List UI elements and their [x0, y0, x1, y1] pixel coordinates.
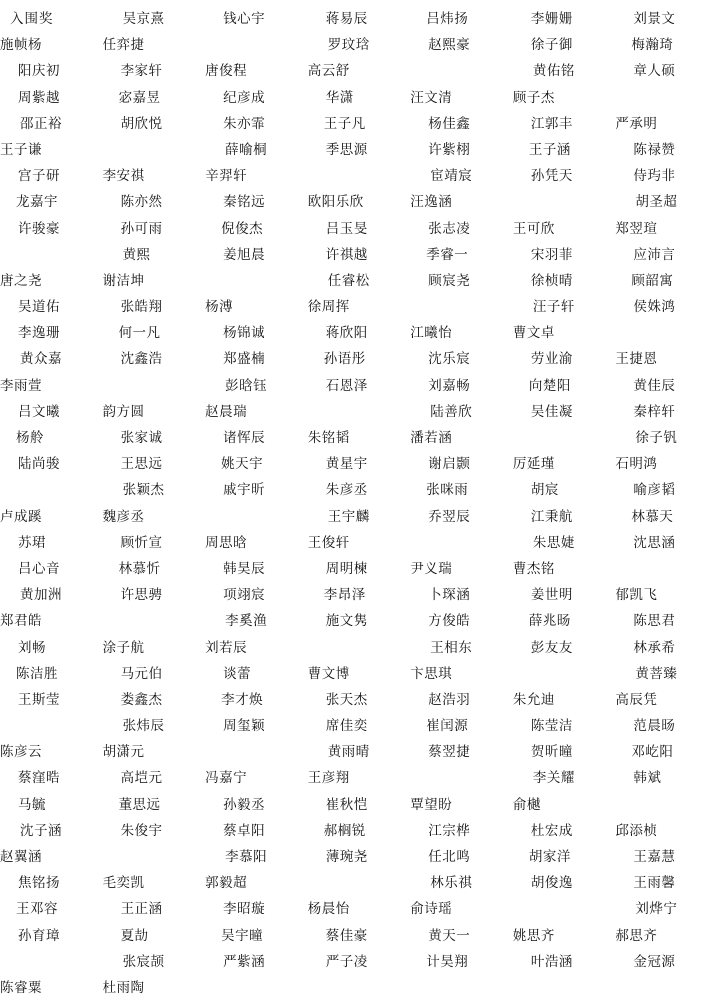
name-cell: 王思远 — [120, 456, 163, 472]
spacer-cell — [103, 844, 206, 870]
name-cell: 严子凌 — [325, 953, 368, 969]
name-cell: 石恩泽 — [325, 377, 368, 393]
name-cell: 苏珺 — [18, 534, 46, 550]
name-cell: 施帧杨 — [0, 37, 42, 53]
name-cell: 唐之尧 — [0, 272, 42, 288]
name-cell: 曹杰铭 — [512, 560, 555, 576]
name-cell: 向楚阳 — [528, 377, 571, 393]
name-cell: 吕玉旻 — [325, 220, 368, 236]
name-cell: 俞樾 — [512, 796, 541, 812]
name-cell: 蔡窪晧 — [18, 770, 60, 786]
name-cell: 邵正裕 — [20, 115, 62, 131]
spacer-cell — [308, 870, 411, 896]
name-cell: 吴京熹 — [122, 11, 165, 26]
name-cell: 尹义瑞 — [410, 560, 453, 576]
name-cell: 钱心宇 — [223, 11, 266, 26]
name-cell: 杜雨陶 — [102, 979, 145, 995]
name-cell: 罗玟琀 — [327, 37, 370, 53]
spacer-cell — [0, 713, 103, 739]
name-cell: 杨佳鑫 — [428, 115, 471, 131]
name-cell: 谈蕾 — [223, 665, 252, 681]
name-cell: 吕心音 — [18, 560, 60, 576]
name-cell: 黄天一 — [428, 927, 471, 943]
name-cell: 胡俊逸 — [530, 875, 573, 891]
spacer-cell — [615, 85, 718, 111]
name-cell: 毛奕凯 — [102, 875, 145, 891]
spacer-cell — [308, 635, 411, 661]
name-cell: 章人硕 — [633, 63, 676, 79]
name-cell: 顾宸尧 — [428, 272, 471, 288]
name-cell: 劳业渝 — [530, 351, 573, 367]
name-cell: 马毓 — [18, 796, 46, 812]
name-cell: 董思远 — [118, 796, 161, 812]
name-cell: 叶浩涵 — [530, 953, 573, 969]
name-cell: 朱亦霏 — [223, 115, 266, 131]
name-cell: 徐周挥 — [307, 299, 350, 315]
name-cell: 孙凭天 — [530, 168, 573, 184]
name-cell: 卞思琪 — [410, 665, 453, 681]
name-cell: 江曦怡 — [410, 325, 453, 341]
name-cell: 石明鸿 — [615, 456, 658, 472]
name-cell: 吴佳凝 — [530, 403, 573, 419]
name-cell: 胡宸 — [530, 482, 559, 498]
name-cell: 张颖杰 — [122, 482, 165, 498]
name-cell: 陈彦云 — [0, 744, 42, 760]
spacer-cell — [308, 399, 411, 425]
name-cell: 姜旭晨 — [223, 246, 266, 262]
name-cell: 邱添桢 — [615, 822, 658, 838]
name-cell: 魏彦丞 — [102, 508, 145, 524]
spacer-cell — [410, 294, 513, 320]
name-cell: 李昂泽 — [323, 587, 366, 603]
name-cell: 周玺颖 — [223, 718, 266, 734]
name-cell: 蒋易辰 — [325, 11, 368, 26]
name-cell: 秦梓轩 — [633, 403, 676, 419]
name-cell: 杨锦诚 — [223, 325, 266, 341]
name-cell: 龙嘉宇 — [16, 194, 58, 210]
name-cell: 陈思君 — [633, 613, 676, 629]
name-cell: 沈乐宸 — [428, 351, 471, 367]
name-cell: 乔翌辰 — [428, 508, 471, 524]
name-cell: 涂子航 — [102, 639, 145, 655]
name-cell: 贺昕曈 — [530, 744, 573, 760]
name-cell: 徐子钒 — [635, 430, 678, 445]
name-cell: 华潇 — [325, 89, 354, 105]
name-cell: 沈鑫浩 — [120, 351, 163, 367]
name-cell: 韩斌 — [633, 770, 662, 786]
name-cell: 张咪雨 — [426, 482, 469, 498]
name-cell: 诸恽辰 — [223, 430, 266, 445]
name-cell: 刘嘉畅 — [428, 377, 471, 393]
name-cell: 吴宇曈 — [221, 927, 264, 943]
name-cell: 王子凡 — [323, 115, 366, 131]
name-cell: 高云舒 — [307, 63, 350, 79]
spacer-cell — [0, 949, 103, 975]
name-cell: 黄佑铭 — [532, 63, 575, 79]
name-cell: 薛喻桐 — [225, 141, 268, 157]
name-cell: 刘若辰 — [205, 639, 248, 655]
name-cell: 黄雨晴 — [327, 744, 370, 760]
name-cell: 王雨馨 — [633, 875, 676, 891]
name-cell: 刘烨宁 — [635, 901, 678, 917]
name-cell: 徐桢晴 — [530, 272, 573, 288]
name-cell: 覃望盼 — [410, 796, 453, 812]
spacer-cell — [513, 189, 616, 215]
name-cell: 金冠源 — [633, 953, 676, 969]
spacer-cell — [103, 608, 206, 634]
name-cell: 范晨旸 — [633, 718, 676, 734]
name-cell: 李安祺 — [102, 168, 145, 184]
name-cell: 张志凌 — [428, 220, 471, 236]
name-cell: 江秉航 — [530, 508, 573, 524]
name-cell: 姚思齐 — [512, 927, 555, 943]
name-cell: 焦铭扬 — [18, 875, 60, 891]
name-cell: 徐子御 — [530, 37, 573, 53]
spacer-cell — [205, 268, 308, 294]
name-cell: 王子涵 — [528, 141, 571, 157]
name-cell: 许思骋 — [120, 587, 163, 603]
name-cell: 郑翌瑄 — [615, 220, 658, 236]
name-cell: 厉延瑾 — [512, 456, 555, 472]
name-cell: 陈亦然 — [120, 194, 163, 210]
name-cell: 高辰凭 — [615, 691, 658, 707]
name-cell: 黄熙 — [122, 246, 151, 262]
spacer-cell — [103, 137, 206, 163]
spacer-cell — [513, 896, 616, 922]
name-cell: 崔秋恺 — [325, 796, 368, 812]
name-cell: 陈禄赞 — [633, 141, 676, 157]
name-cell: 曹文卓 — [512, 325, 555, 341]
name-cell: 黄众嘉 — [20, 351, 62, 367]
name-cell: 沈子涵 — [20, 822, 62, 838]
name-cell: 卜琛涵 — [428, 587, 471, 603]
name-cell: 陈洁胜 — [16, 665, 58, 681]
spacer-cell — [205, 739, 308, 765]
name-cell: 朱铭韬 — [307, 430, 350, 445]
name-cell: 林慕天 — [631, 508, 674, 524]
name-cell: 李雨萱 — [0, 377, 42, 393]
name-cell: 彭友友 — [530, 639, 573, 655]
name-cell: 胡欣悦 — [120, 115, 163, 131]
name-cell: 顾韶寓 — [631, 272, 674, 288]
spacer-cell — [308, 163, 411, 189]
name-cell: 王嘉慧 — [633, 849, 676, 864]
name-cell: 何一凡 — [118, 325, 161, 341]
spacer-cell — [410, 765, 513, 791]
name-cell: 周明楝 — [325, 560, 368, 576]
name-cell: 潘若涵 — [410, 430, 453, 445]
name-cell: 赵熙豪 — [428, 37, 471, 53]
name-cell: 宋羽菲 — [530, 246, 573, 262]
name-cell: 李慕阳 — [225, 849, 268, 864]
name-cell: 孙语彤 — [323, 351, 366, 367]
name-cell: 赵晨瑞 — [205, 403, 248, 419]
name-cell: 王俊轩 — [307, 534, 350, 550]
name-cell: 赵翼涵 — [0, 849, 42, 864]
name-cell: 杜宏成 — [530, 822, 573, 838]
name-cell: 唐俊程 — [205, 63, 248, 79]
name-cell: 计昊翔 — [426, 953, 469, 969]
name-cell: 朱彦丞 — [325, 482, 368, 498]
name-cell: 陆尚骏 — [18, 456, 60, 472]
spacer-cell — [615, 556, 718, 582]
name-cell: 吴道佑 — [18, 299, 60, 315]
spacer-cell — [0, 477, 103, 503]
name-cell: 黄加洲 — [20, 587, 62, 603]
spacer-cell — [205, 32, 308, 58]
name-cell: 林慕忻 — [118, 560, 161, 576]
name-cell: 顾子杰 — [512, 89, 555, 105]
name-cell: 吕炜扬 — [426, 11, 469, 26]
name-cell: 季思源 — [325, 141, 368, 157]
name-cell: 王捷恩 — [615, 351, 658, 367]
name-cell: 蒋欣阳 — [325, 325, 368, 341]
name-cell: 江郭丰 — [530, 115, 573, 131]
name-cell: 任北鸣 — [428, 849, 471, 864]
name-cell: 崔闰源 — [426, 718, 469, 734]
name-cell: 项翊宸 — [223, 587, 266, 603]
name-cell: 孙育璋 — [18, 927, 60, 943]
name-cell: 宦靖宸 — [430, 168, 473, 184]
spacer-cell — [0, 242, 103, 268]
spacer-cell — [410, 58, 513, 84]
name-cell: 汪文清 — [410, 89, 453, 105]
name-cell: 杨晨怡 — [307, 901, 350, 917]
name-cell: 应沛言 — [633, 246, 676, 262]
name-cell: 王邓容 — [16, 901, 58, 917]
name-cell: 任弈捷 — [102, 37, 145, 53]
name-cell: 王子谦 — [0, 141, 42, 157]
name-cell: 赵浩羽 — [428, 691, 471, 707]
name-cell: 秦铭远 — [223, 194, 266, 210]
name-cell: 刘景文 — [633, 11, 676, 26]
name-cell: 俞诗瑶 — [410, 901, 453, 917]
name-cell: 侍玙非 — [633, 168, 676, 184]
name-cell: 郑君皓 — [0, 613, 42, 629]
name-cell: 杨舲 — [16, 430, 44, 445]
name-cell: 陆善欣 — [430, 403, 473, 419]
name-cell: 张家诚 — [120, 430, 163, 445]
name-cell: 高垲元 — [120, 770, 163, 786]
name-cell: 朱俊宇 — [120, 822, 163, 838]
name-cell: 陈睿粟 — [0, 979, 42, 995]
name-cell: 方俊皓 — [428, 613, 471, 629]
name-cell: 任睿松 — [327, 272, 370, 288]
page-title: 入围奖 — [10, 11, 54, 26]
name-cell: 王宇麟 — [327, 508, 370, 524]
name-cell: 李逸珊 — [18, 325, 60, 341]
name-cell: 王斯莹 — [18, 691, 60, 707]
name-cell: 宫子研 — [18, 168, 60, 184]
name-cell: 喻彦韬 — [633, 482, 676, 498]
name-cell: 席佳奕 — [325, 718, 368, 734]
name-cell: 娄鑫杰 — [120, 691, 163, 707]
name-cell: 季睿一 — [426, 246, 469, 262]
name-cell: 侯姝鸿 — [633, 299, 676, 315]
name-cell: 朱允迪 — [512, 691, 555, 707]
spacer-cell — [615, 320, 718, 346]
name-cell: 张天杰 — [325, 691, 368, 707]
name-cell: 戚宇昕 — [223, 482, 266, 498]
name-cell: 李昭璇 — [223, 901, 266, 917]
name-cell: 胡家洋 — [528, 849, 571, 864]
name-cell: 辛羿轩 — [205, 168, 248, 184]
name-cell: 王可欣 — [512, 220, 555, 236]
name-cell: 黄菩臻 — [635, 665, 678, 681]
spacer-cell — [103, 373, 206, 399]
name-cell: 严紫涵 — [223, 953, 266, 969]
name-cell: 许骏豪 — [18, 220, 60, 236]
name-cell: 夏劼 — [120, 927, 149, 943]
spacer-cell — [410, 530, 513, 556]
name-cell: 梅瀚琦 — [631, 37, 674, 53]
name-cell: 朱思婕 — [532, 534, 575, 550]
name-cell: 许紫栩 — [428, 141, 471, 157]
name-cell: 张皓翔 — [120, 299, 163, 315]
name-cell: 林乐祺 — [430, 875, 473, 891]
name-cell: 沈思涵 — [633, 534, 676, 550]
spacer-cell — [513, 661, 616, 687]
name-cell: 阳庆初 — [18, 63, 60, 79]
name-cell: 薛兆旸 — [528, 613, 571, 629]
name-cell: 宓嘉昱 — [118, 89, 161, 105]
name-cell: 郝榈锐 — [323, 822, 366, 838]
name-cell: 周思晗 — [205, 534, 248, 550]
name-cell: 李家轩 — [120, 63, 163, 79]
name-cell: 周紫越 — [18, 89, 60, 105]
name-cell: 顾忻宣 — [120, 534, 163, 550]
name-cell: 纪彦成 — [223, 89, 266, 105]
name-cell: 曹文博 — [307, 665, 350, 681]
name-cell: 谢启颢 — [428, 456, 471, 472]
name-cell: 孙毅丞 — [223, 796, 266, 812]
name-cell: 杨溥 — [205, 299, 234, 315]
name-cell: 蔡佳豪 — [325, 927, 368, 943]
name-cell: 江宗桦 — [428, 822, 471, 838]
name-cell: 冯嘉宁 — [205, 770, 248, 786]
name-cell: 欧阳乐欣 — [307, 194, 364, 210]
names-grid — [0, 6, 718, 1001]
name-cell: 施文隽 — [325, 613, 368, 629]
name-cell: 陈莹洁 — [530, 718, 573, 734]
name-cell: 严承明 — [615, 115, 658, 131]
name-cell: 姜世明 — [530, 587, 573, 603]
name-cell: 胡潇元 — [102, 744, 145, 760]
name-cell: 孙可雨 — [120, 220, 163, 236]
name-cell: 王彦翔 — [307, 770, 350, 786]
name-cell: 张宸颉 — [122, 953, 165, 969]
name-cell: 汪子轩 — [532, 299, 575, 315]
name-cell: 彭晗钰 — [225, 377, 268, 393]
name-cell: 姚天宇 — [221, 456, 264, 472]
name-cell: 王相东 — [430, 639, 473, 655]
name-cell: 李关耀 — [532, 770, 575, 786]
name-cell: 王正涵 — [120, 901, 163, 917]
name-cell: 刘畅 — [18, 639, 46, 655]
name-cell: 李才焕 — [221, 691, 264, 707]
name-cell: 李姗姗 — [530, 11, 573, 26]
spacer-cell — [513, 425, 616, 451]
name-cell: 李奚渔 — [225, 613, 268, 629]
name-cell: 韵方圆 — [102, 403, 145, 419]
name-cell: 汪逸涵 — [410, 194, 453, 210]
name-cell: 郝思齐 — [615, 927, 658, 943]
name-cell: 胡圣超 — [635, 194, 678, 210]
name-cell: 马元伯 — [120, 665, 163, 681]
name-cell: 郑盛楠 — [223, 351, 266, 367]
spacer-cell — [205, 504, 308, 530]
name-cell: 黄星宇 — [325, 456, 368, 472]
name-cell: 谢洁坤 — [102, 272, 145, 288]
name-cell: 吕文曦 — [18, 403, 60, 419]
name-cell: 卢成蹊 — [0, 508, 42, 524]
name-cell: 黄佳辰 — [633, 377, 676, 393]
name-cell: 张炜辰 — [122, 718, 165, 734]
name-cell: 蔡卓阳 — [223, 822, 266, 838]
spacer-cell — [615, 792, 718, 818]
name-cell: 蔡翌捷 — [428, 744, 471, 760]
name-cell: 韩昊辰 — [223, 560, 266, 576]
name-cell: 郭毅超 — [205, 875, 248, 891]
name-cell: 薄琬尧 — [325, 849, 368, 864]
name-cell: 邓屹阳 — [631, 744, 674, 760]
name-cell: 许祺越 — [325, 246, 368, 262]
name-cell: 林承希 — [633, 639, 676, 655]
name-cell: 郁凯飞 — [615, 587, 658, 603]
name-cell: 倪俊杰 — [221, 220, 264, 236]
